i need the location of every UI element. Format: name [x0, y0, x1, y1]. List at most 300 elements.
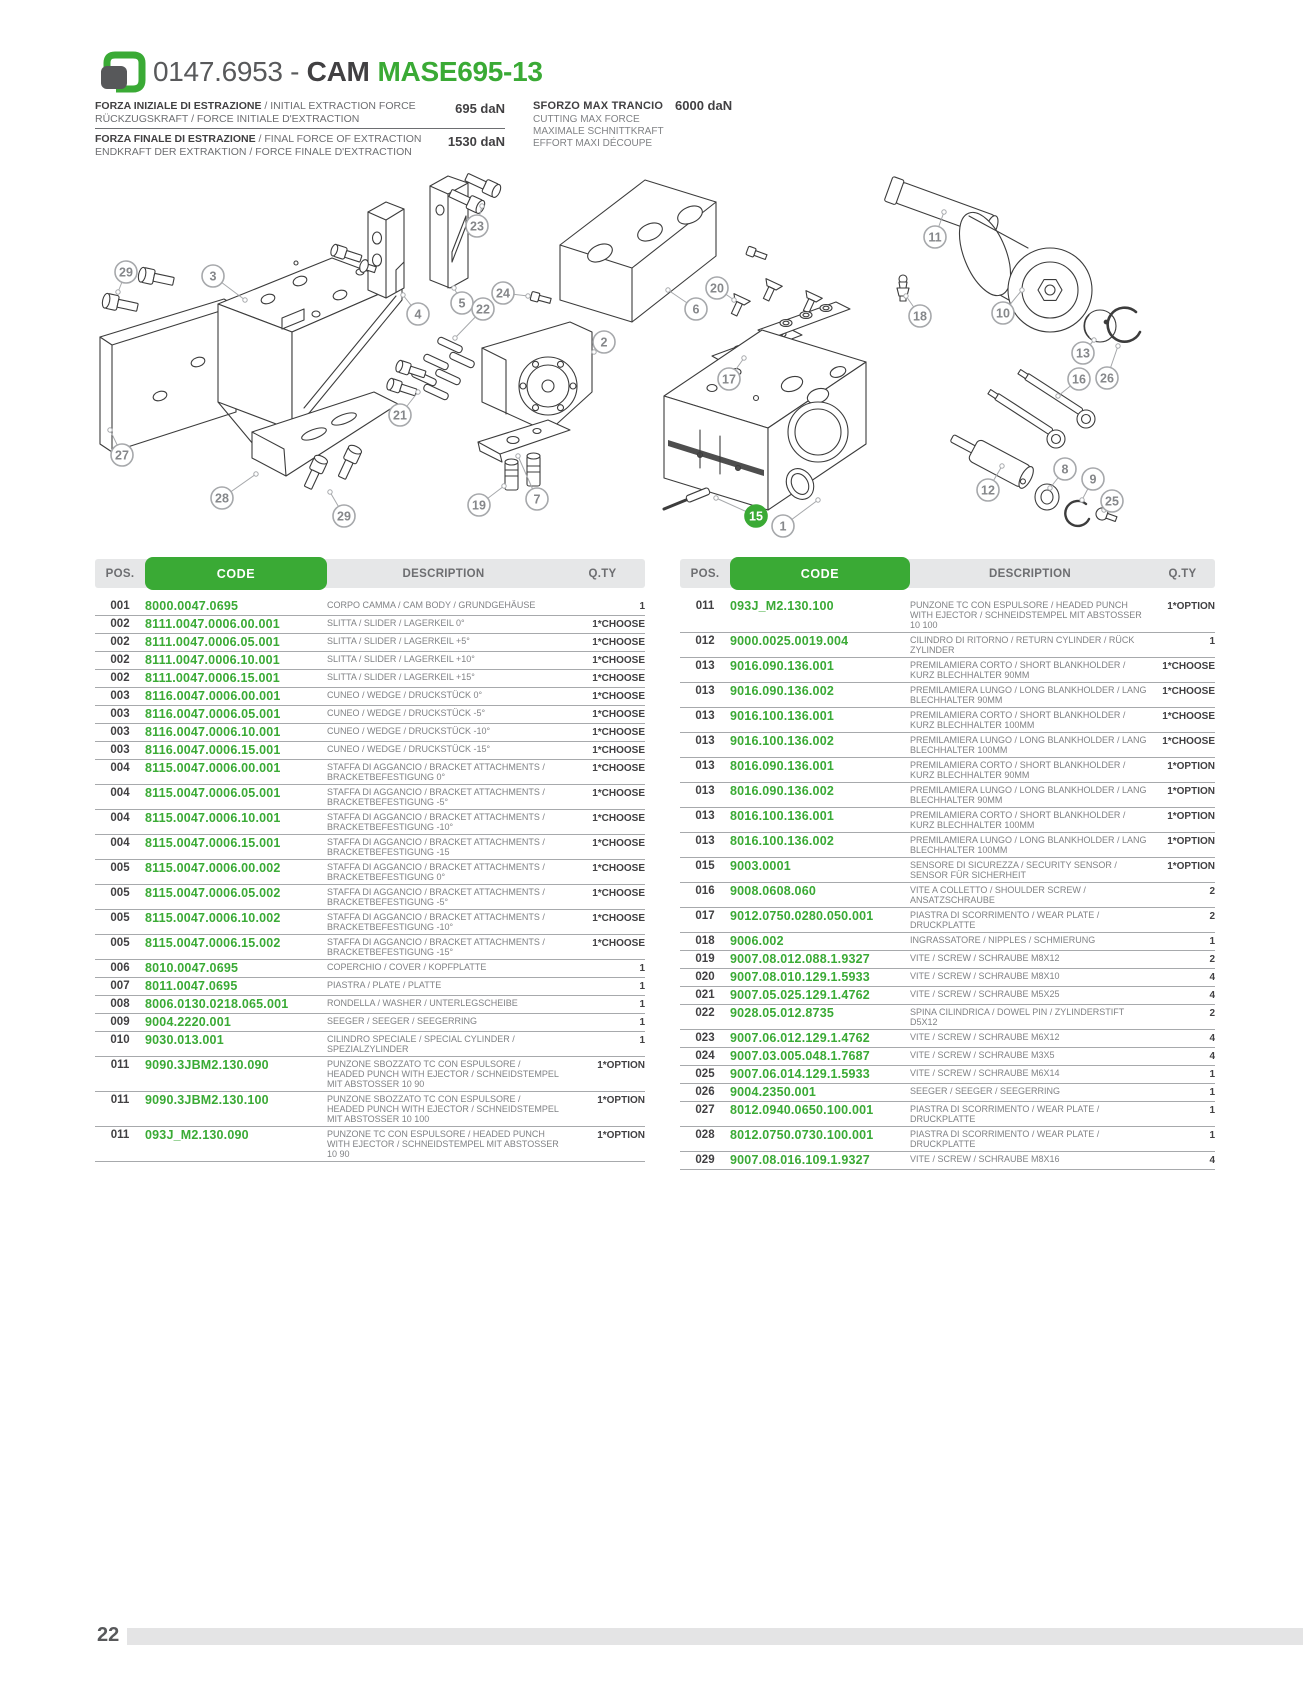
cell-desc: CUNEO / WEDGE / DRUCKSTÜCK -15°	[327, 742, 560, 760]
final-extraction-force-value: 1530 daN	[447, 134, 505, 149]
cell-code: 8116.0047.0006.10.001	[145, 724, 327, 742]
col-header-description: DESCRIPTION	[327, 559, 560, 588]
cell-desc: VITE / SCREW / SCHRAUBE M5X25	[910, 987, 1150, 1005]
cell-pos: 023	[680, 1030, 730, 1048]
table-row	[95, 634, 645, 652]
cell-desc: VITE / SCREW / SCHRAUBE M8X16	[910, 1152, 1150, 1170]
exploded-view-diagram	[0, 160, 1303, 560]
cell-code: 9004.2350.001	[730, 1084, 910, 1102]
cell-pos: 027	[680, 1102, 730, 1127]
svg-text:25: 25	[1105, 494, 1119, 509]
cell-qty: 4	[1150, 969, 1215, 987]
cell-desc: SEEGER / SEEGER / SEEGERRING	[327, 1014, 560, 1032]
diagram-callout-20	[706, 277, 736, 302]
cell-qty: 1*OPTION	[1150, 588, 1215, 633]
cell-pos: 002	[95, 634, 145, 652]
table-row	[95, 860, 645, 885]
table-row	[680, 969, 1215, 987]
cell-qty: 1	[560, 960, 645, 978]
svg-text:5: 5	[458, 296, 466, 311]
cell-qty: 1	[560, 1014, 645, 1032]
cell-desc: CORPO CAMMA / CAM BODY / GRUNDGEHÄUSE	[327, 588, 560, 616]
cell-qty: 1*CHOOSE	[560, 634, 645, 652]
brand-logo	[95, 50, 147, 94]
table-row	[680, 833, 1215, 858]
initial-force-label-secondary: / INITIAL EXTRACTION FORCE	[261, 100, 416, 112]
cell-code: 8115.0047.0006.15.001	[145, 835, 327, 860]
cell-code: 9016.090.136.001	[730, 658, 910, 683]
cell-qty: 1	[560, 996, 645, 1014]
cell-desc: PUNZONE SBOZZATO TC CON ESPULSORE / HEADED PUNCH WITH EJECTOR / SCHNEIDSTEMPEL MIT ABSTOSSER 10 90	[327, 1057, 560, 1092]
cell-code: 8116.0047.0006.05.001	[145, 706, 327, 724]
cell-qty: 1*OPTION	[1150, 758, 1215, 783]
cell-desc: STAFFA DI AGGANCIO / BRACKET ATTACHMENTS / BRACKETBEFESTIGUNG -5°	[327, 785, 560, 810]
cell-qty: 1*OPTION	[560, 1127, 645, 1162]
diagram-callout-28	[211, 472, 258, 509]
cell-code: 8116.0047.0006.00.001	[145, 688, 327, 706]
cell-qty: 1	[1150, 633, 1215, 658]
parts-table-right	[680, 559, 1215, 1170]
col-header-code	[730, 559, 910, 588]
cell-desc: STAFFA DI AGGANCIO / BRACKET ATTACHMENTS / BRACKETBEFESTIGUNG -15	[327, 835, 560, 860]
max-cut-sub-fr: EFFORT MAXI DÉCOUPE	[533, 138, 653, 149]
svg-text:24: 24	[496, 286, 510, 301]
cell-qty: 4	[1150, 1048, 1215, 1066]
cell-pos: 021	[680, 987, 730, 1005]
part-cylinder-10	[949, 205, 1092, 332]
diagram-callout-29	[328, 490, 355, 527]
cell-pos: 025	[680, 1066, 730, 1084]
cell-pos: 003	[95, 688, 145, 706]
cell-code: 9007.03.005.048.1.7687	[730, 1048, 910, 1066]
cell-code: 9007.08.016.109.1.9327	[730, 1152, 910, 1170]
cell-qty: 1*CHOOSE	[1150, 683, 1215, 708]
svg-text:1: 1	[779, 519, 787, 534]
cell-pos: 004	[95, 835, 145, 860]
table-row	[680, 951, 1215, 969]
parts-table-left	[95, 559, 645, 1162]
cell-code: 8016.090.136.001	[730, 758, 910, 783]
table-row	[680, 1084, 1215, 1102]
svg-text:13: 13	[1076, 346, 1090, 361]
part-slider-4	[368, 202, 404, 298]
table-row	[680, 658, 1215, 683]
cell-qty: 1*CHOOSE	[560, 688, 645, 706]
cell-qty: 1*OPTION	[560, 1057, 645, 1092]
part-pin-15	[664, 487, 710, 509]
table-row	[680, 1152, 1215, 1170]
cell-qty: 1*OPTION	[560, 1092, 645, 1127]
cell-code: 8016.090.136.002	[730, 783, 910, 808]
cell-code: 9016.100.136.001	[730, 708, 910, 733]
cell-code: 8115.0047.0006.10.001	[145, 810, 327, 835]
cell-desc: VITE / SCREW / SCHRAUBE M3X5	[910, 1048, 1150, 1066]
cell-qty: 1	[1150, 1127, 1215, 1152]
cell-code: 9003.0001	[730, 858, 910, 883]
max-cutting-force-label: SFORZO MAX TRANCIO	[533, 100, 664, 112]
cell-qty: 2	[1150, 1005, 1215, 1030]
table-row	[680, 683, 1215, 708]
table-row	[95, 935, 645, 960]
cell-desc: CILINDRO DI RITORNO / RETURN CYLINDER / RÜCK ZYLINDER	[910, 633, 1150, 658]
cell-code: 9007.08.010.129.1.5933	[730, 969, 910, 987]
diagram-callout-2	[592, 331, 615, 354]
part-circlip-9	[1065, 501, 1089, 526]
table-row	[680, 1030, 1215, 1048]
cell-code: 9030.013.001	[145, 1032, 327, 1057]
cell-code: 8016.100.136.001	[730, 808, 910, 833]
cell-pos: 007	[95, 978, 145, 996]
cell-pos: 013	[680, 783, 730, 808]
cell-pos: 019	[680, 951, 730, 969]
max-cut-sub-de: MAXIMALE SCHNITTKRAFT	[533, 126, 664, 137]
cell-pos: 004	[95, 810, 145, 835]
table-row	[680, 858, 1215, 883]
cell-code: 8111.0047.0006.10.001	[145, 652, 327, 670]
initial-extraction-force-value: 695 daN	[455, 101, 505, 116]
cell-pos: 013	[680, 683, 730, 708]
cell-code: 9090.3JBM2.130.090	[145, 1057, 327, 1092]
cell-pos: 015	[680, 858, 730, 883]
code-header-tab: CODE	[145, 557, 327, 590]
diagram-callout-6	[666, 288, 707, 320]
cell-pos: 010	[95, 1032, 145, 1057]
cell-qty: 4	[1150, 1152, 1215, 1170]
cell-code: 093J_M2.130.090	[145, 1127, 327, 1162]
table-row	[680, 633, 1215, 658]
cell-desc: PIASTRA DI SCORRIMENTO / WEAR PLATE / DRUCKPLATTE	[910, 1102, 1150, 1127]
cell-code: 8115.0047.0006.15.002	[145, 935, 327, 960]
cell-qty: 1*CHOOSE	[560, 652, 645, 670]
cell-desc: VITE / SCREW / SCHRAUBE M8X12	[910, 951, 1150, 969]
table-row	[680, 1048, 1215, 1066]
cell-code: 8111.0047.0006.15.001	[145, 670, 327, 688]
cell-code: 8116.0047.0006.15.001	[145, 742, 327, 760]
cell-pos: 017	[680, 908, 730, 933]
cell-code: 8111.0047.0006.00.001	[145, 616, 327, 634]
svg-text:15: 15	[749, 509, 763, 524]
page-number: 22	[97, 1624, 120, 1646]
table-row	[680, 908, 1215, 933]
cell-pos: 011	[680, 588, 730, 633]
cell-code: 9012.0750.0280.050.001	[730, 908, 910, 933]
cell-desc: SEEGER / SEEGER / SEEGERRING	[910, 1084, 1150, 1102]
table-row	[680, 708, 1215, 733]
cell-qty: 1*OPTION	[1150, 833, 1215, 858]
cell-desc: STAFFA DI AGGANCIO / BRACKET ATTACHMENTS / BRACKETBEFESTIGUNG 0°	[327, 760, 560, 785]
cell-code: 9028.05.012.8735	[730, 1005, 910, 1030]
table-row	[680, 1005, 1215, 1030]
svg-text:17: 17	[722, 372, 736, 387]
max-cutting-force-value: 6000 daN	[675, 98, 733, 113]
diagram-callout-18	[904, 294, 931, 327]
spec-divider-line	[95, 128, 505, 129]
table-row	[680, 758, 1215, 783]
table-row	[95, 1014, 645, 1032]
svg-text:4: 4	[414, 307, 422, 322]
cell-code: 9007.06.012.129.1.4762	[730, 1030, 910, 1048]
table-row	[95, 960, 645, 978]
cell-desc: SPINA CILINDRICA / DOWEL PIN / ZYLINDERSTIFT D5X12	[910, 1005, 1150, 1030]
svg-text:29: 29	[119, 265, 133, 280]
diagram-callout-21	[389, 390, 420, 426]
cell-desc: SENSORE DI SICUREZZA / SECURITY SENSOR / SENSOR FÜR SICHERHEIT	[910, 858, 1150, 883]
table-row	[95, 724, 645, 742]
cell-pos: 020	[680, 969, 730, 987]
svg-text:10: 10	[996, 306, 1010, 321]
cell-qty: 1*CHOOSE	[1150, 658, 1215, 683]
diagram-callout-3	[202, 265, 247, 302]
table-row	[680, 733, 1215, 758]
cell-code: 9007.06.014.129.1.5933	[730, 1066, 910, 1084]
table-row	[95, 885, 645, 910]
cell-qty: 1*CHOOSE	[560, 860, 645, 885]
svg-text:28: 28	[215, 491, 229, 506]
cell-qty: 1*CHOOSE	[560, 616, 645, 634]
table-row	[95, 588, 645, 616]
svg-text:11: 11	[928, 230, 942, 245]
table-row	[95, 810, 645, 835]
part-bracket-2	[482, 322, 592, 432]
cell-desc: INGRASSATORE / NIPPLES / SCHMIERUNG	[910, 933, 1150, 951]
col-header-pos: POS.	[95, 559, 145, 588]
table-row	[95, 616, 645, 634]
cell-qty: 1	[1150, 1084, 1215, 1102]
table-row	[95, 1032, 645, 1057]
footer-bar	[127, 1628, 1303, 1645]
part-pins-21-22	[386, 336, 476, 400]
cell-qty: 1*CHOOSE	[560, 910, 645, 935]
cell-qty: 1*CHOOSE	[560, 670, 645, 688]
table-row	[95, 706, 645, 724]
cell-qty: 1*OPTION	[1150, 808, 1215, 833]
cell-qty: 1*CHOOSE	[560, 724, 645, 742]
svg-text:26: 26	[1100, 371, 1114, 386]
table-row	[680, 883, 1215, 908]
cell-pos: 003	[95, 706, 145, 724]
table-row	[680, 1127, 1215, 1152]
final-force-label-secondary: / FINAL FORCE OF EXTRACTION	[255, 133, 422, 145]
cell-qty: 1*CHOOSE	[1150, 733, 1215, 758]
table-row	[680, 1066, 1215, 1084]
cell-desc: VITE A COLLETTO / SHOULDER SCREW / ANSATZSCHRAUBE	[910, 883, 1150, 908]
cell-desc: CUNEO / WEDGE / DRUCKSTÜCK -5°	[327, 706, 560, 724]
table-row	[680, 933, 1215, 951]
cell-code: 8010.0047.0695	[145, 960, 327, 978]
cell-desc: PIASTRA DI SCORRIMENTO / WEAR PLATE / DRUCKPLATTE	[910, 908, 1150, 933]
cell-code: 8006.0130.0218.065.001	[145, 996, 327, 1014]
diagram-callout-24	[492, 282, 530, 304]
cell-qty: 1	[560, 1032, 645, 1057]
cell-code: 9000.0025.0019.004	[730, 633, 910, 658]
cell-qty: 4	[1150, 987, 1215, 1005]
table-row	[95, 1092, 645, 1127]
cell-pos: 026	[680, 1084, 730, 1102]
cell-pos: 005	[95, 885, 145, 910]
table-row	[95, 996, 645, 1014]
table-row	[680, 808, 1215, 833]
cell-pos: 005	[95, 910, 145, 935]
part-plate-27	[100, 299, 236, 452]
cell-desc: STAFFA DI AGGANCIO / BRACKET ATTACHMENTS / BRACKETBEFESTIGUNG -5°	[327, 885, 560, 910]
cell-qty: 1*CHOOSE	[560, 742, 645, 760]
svg-text:23: 23	[470, 219, 484, 234]
part-screws-29-left	[101, 267, 175, 315]
cell-code: 9007.08.012.088.1.9327	[730, 951, 910, 969]
cell-desc: PUNZONE TC CON ESPULSORE / HEADED PUNCH WITH EJECTOR / SCHNEIDSTEMPEL MIT ABSTOSSER 10 100	[910, 588, 1150, 633]
diagram-callout-5	[451, 286, 473, 314]
cell-desc: PREMILAMIERA LUNGO / LONG BLANKHOLDER / LANG BLECHHALTER 100MM	[910, 833, 1150, 858]
svg-text:8: 8	[1061, 462, 1069, 477]
cell-code: 9016.100.136.002	[730, 733, 910, 758]
cell-qty: 1*CHOOSE	[560, 810, 645, 835]
table-row	[680, 783, 1215, 808]
svg-text:21: 21	[393, 408, 407, 423]
cell-pos: 013	[680, 708, 730, 733]
final-force-label-line2: ENDKRAFT DER EXTRAKTION / FORCE FINALE D'EXTRACTION	[95, 146, 412, 158]
cell-qty: 1*CHOOSE	[560, 885, 645, 910]
cell-qty: 1	[560, 978, 645, 996]
diagram-callout-9	[1080, 468, 1104, 502]
part-screw-24	[530, 291, 552, 305]
col-header-description: DESCRIPTION	[910, 559, 1150, 588]
svg-text:27: 27	[115, 448, 129, 463]
cell-desc: CUNEO / WEDGE / DRUCKSTÜCK -10°	[327, 724, 560, 742]
cell-pos: 028	[680, 1127, 730, 1152]
col-header-code	[145, 559, 327, 588]
diagram-callout-19	[468, 484, 506, 516]
cell-code: 8111.0047.0006.05.001	[145, 634, 327, 652]
table-header-row	[95, 559, 645, 588]
cell-pos: 013	[680, 658, 730, 683]
code-header-tab: CODE	[730, 557, 910, 590]
cell-qty: 1*CHOOSE	[560, 760, 645, 785]
cell-pos: 004	[95, 785, 145, 810]
diagram-callout-1	[772, 498, 820, 537]
diagram-callout-13	[1072, 338, 1096, 364]
cell-desc: PREMILAMIERA CORTO / SHORT BLANKHOLDER / KURZ BLECHHALTER 100MM	[910, 708, 1150, 733]
cell-pos: 001	[95, 588, 145, 616]
cell-code: 8115.0047.0006.05.002	[145, 885, 327, 910]
table-row	[680, 588, 1215, 633]
cell-pos: 016	[680, 883, 730, 908]
page-title	[153, 56, 543, 88]
table-row	[95, 760, 645, 785]
product-model: MASE695-13	[377, 56, 543, 87]
part-cylinders-19	[505, 453, 540, 490]
cell-desc: STAFFA DI AGGANCIO / BRACKET ATTACHMENTS / BRACKETBEFESTIGUNG 0°	[327, 860, 560, 885]
cell-desc: SLITTA / SLIDER / LAGERKEIL +10°	[327, 652, 560, 670]
cell-code: 8115.0047.0006.05.001	[145, 785, 327, 810]
cell-desc: PREMILAMIERA LUNGO / LONG BLANKHOLDER / LANG BLECHHALTER 90MM	[910, 783, 1150, 808]
cell-pos: 011	[95, 1057, 145, 1092]
cell-desc: PREMILAMIERA CORTO / SHORT BLANKHOLDER / KURZ BLECHHALTER 90MM	[910, 658, 1150, 683]
part-cam-base-1	[664, 330, 866, 510]
cell-qty: 1*CHOOSE	[560, 706, 645, 724]
cell-code: 9008.0608.060	[730, 883, 910, 908]
table-row	[95, 652, 645, 670]
cell-pos: 012	[680, 633, 730, 658]
svg-text:19: 19	[472, 498, 486, 513]
svg-text:20: 20	[710, 281, 724, 296]
diagram-callout-29	[115, 261, 137, 294]
title-separator: -	[282, 56, 307, 87]
cell-desc: PREMILAMIERA CORTO / SHORT BLANKHOLDER / KURZ BLECHHALTER 100MM	[910, 808, 1150, 833]
cell-qty: 2	[1150, 908, 1215, 933]
cell-qty: 2	[1150, 951, 1215, 969]
cell-qty: 1*CHOOSE	[560, 935, 645, 960]
cell-code: 8011.0047.0695	[145, 978, 327, 996]
svg-text:3: 3	[209, 269, 217, 284]
part-washer-8	[1035, 484, 1059, 510]
svg-text:7: 7	[533, 492, 541, 507]
cell-qty: 1	[1150, 1102, 1215, 1127]
cell-pos: 002	[95, 652, 145, 670]
table-row	[95, 742, 645, 760]
initial-force-label-line2: RÜCKZUGSKRAFT / FORCE INITIALE D'EXTRACTION	[95, 113, 360, 125]
table-row	[95, 1127, 645, 1162]
cell-pos: 005	[95, 860, 145, 885]
cell-pos: 013	[680, 758, 730, 783]
cell-code: 9007.05.025.129.1.4762	[730, 987, 910, 1005]
part-plate-7	[478, 420, 570, 462]
cell-qty: 1	[560, 588, 645, 616]
cell-desc: SLITTA / SLIDER / LAGERKEIL 0°	[327, 616, 560, 634]
svg-text:16: 16	[1072, 372, 1086, 387]
cell-desc: PREMILAMIERA LUNGO / LONG BLANKHOLDER / LANG BLECHHALTER 90MM	[910, 683, 1150, 708]
cell-desc: VITE / SCREW / SCHRAUBE M8X10	[910, 969, 1150, 987]
cell-code: 8016.100.136.002	[730, 833, 910, 858]
cell-qty: 1*CHOOSE	[560, 785, 645, 810]
table-header-row	[680, 559, 1215, 588]
cell-pos: 011	[95, 1092, 145, 1127]
cell-desc: CILINDRO SPECIALE / SPECIAL CYLINDER / SPEZIALZYLINDER	[327, 1032, 560, 1057]
cell-code: 093J_M2.130.100	[730, 588, 910, 633]
table-row	[680, 1102, 1215, 1127]
cell-desc: PIASTRA DI SCORRIMENTO / WEAR PLATE / DRUCKPLATTE	[910, 1127, 1150, 1152]
cell-desc: CUNEO / WEDGE / DRUCKSTÜCK 0°	[327, 688, 560, 706]
cell-pos: 002	[95, 670, 145, 688]
cell-code: 8115.0047.0006.00.001	[145, 760, 327, 785]
col-header-qty: Q.TY	[1150, 559, 1215, 588]
cell-pos: 009	[95, 1014, 145, 1032]
cell-desc: VITE / SCREW / SCHRAUBE M6X12	[910, 1030, 1150, 1048]
cell-pos: 003	[95, 742, 145, 760]
part-screw-top-right	[746, 246, 768, 261]
max-cutting-force-sublabels	[533, 114, 664, 150]
cell-pos: 022	[680, 1005, 730, 1030]
cell-qty: 1*OPTION	[1150, 858, 1215, 883]
part-slider-5	[430, 176, 468, 288]
svg-text:22: 22	[476, 302, 490, 317]
cell-code: 9090.3JBM2.130.100	[145, 1092, 327, 1127]
cell-pos: 018	[680, 933, 730, 951]
cell-pos: 008	[95, 996, 145, 1014]
cell-desc: PREMILAMIERA CORTO / SHORT BLANKHOLDER / KURZ BLECHHALTER 90MM	[910, 758, 1150, 783]
final-force-label-primary: FORZA FINALE DI ESTRAZIONE	[95, 133, 256, 145]
cell-desc: SLITTA / SLIDER / LAGERKEIL +5°	[327, 634, 560, 652]
table-row	[95, 785, 645, 810]
cell-desc: PREMILAMIERA LUNGO / LONG BLANKHOLDER / LANG BLECHHALTER 100MM	[910, 733, 1150, 758]
cell-desc: VITE / SCREW / SCHRAUBE M6X14	[910, 1066, 1150, 1084]
cell-desc: PIASTRA / PLATE / PLATTE	[327, 978, 560, 996]
cell-code: 9006.002	[730, 933, 910, 951]
cell-qty: 1*CHOOSE	[560, 835, 645, 860]
cell-pos: 029	[680, 1152, 730, 1170]
cell-pos: 013	[680, 733, 730, 758]
cell-qty: 1*CHOOSE	[1150, 708, 1215, 733]
cell-code: 8000.0047.0695	[145, 588, 327, 616]
